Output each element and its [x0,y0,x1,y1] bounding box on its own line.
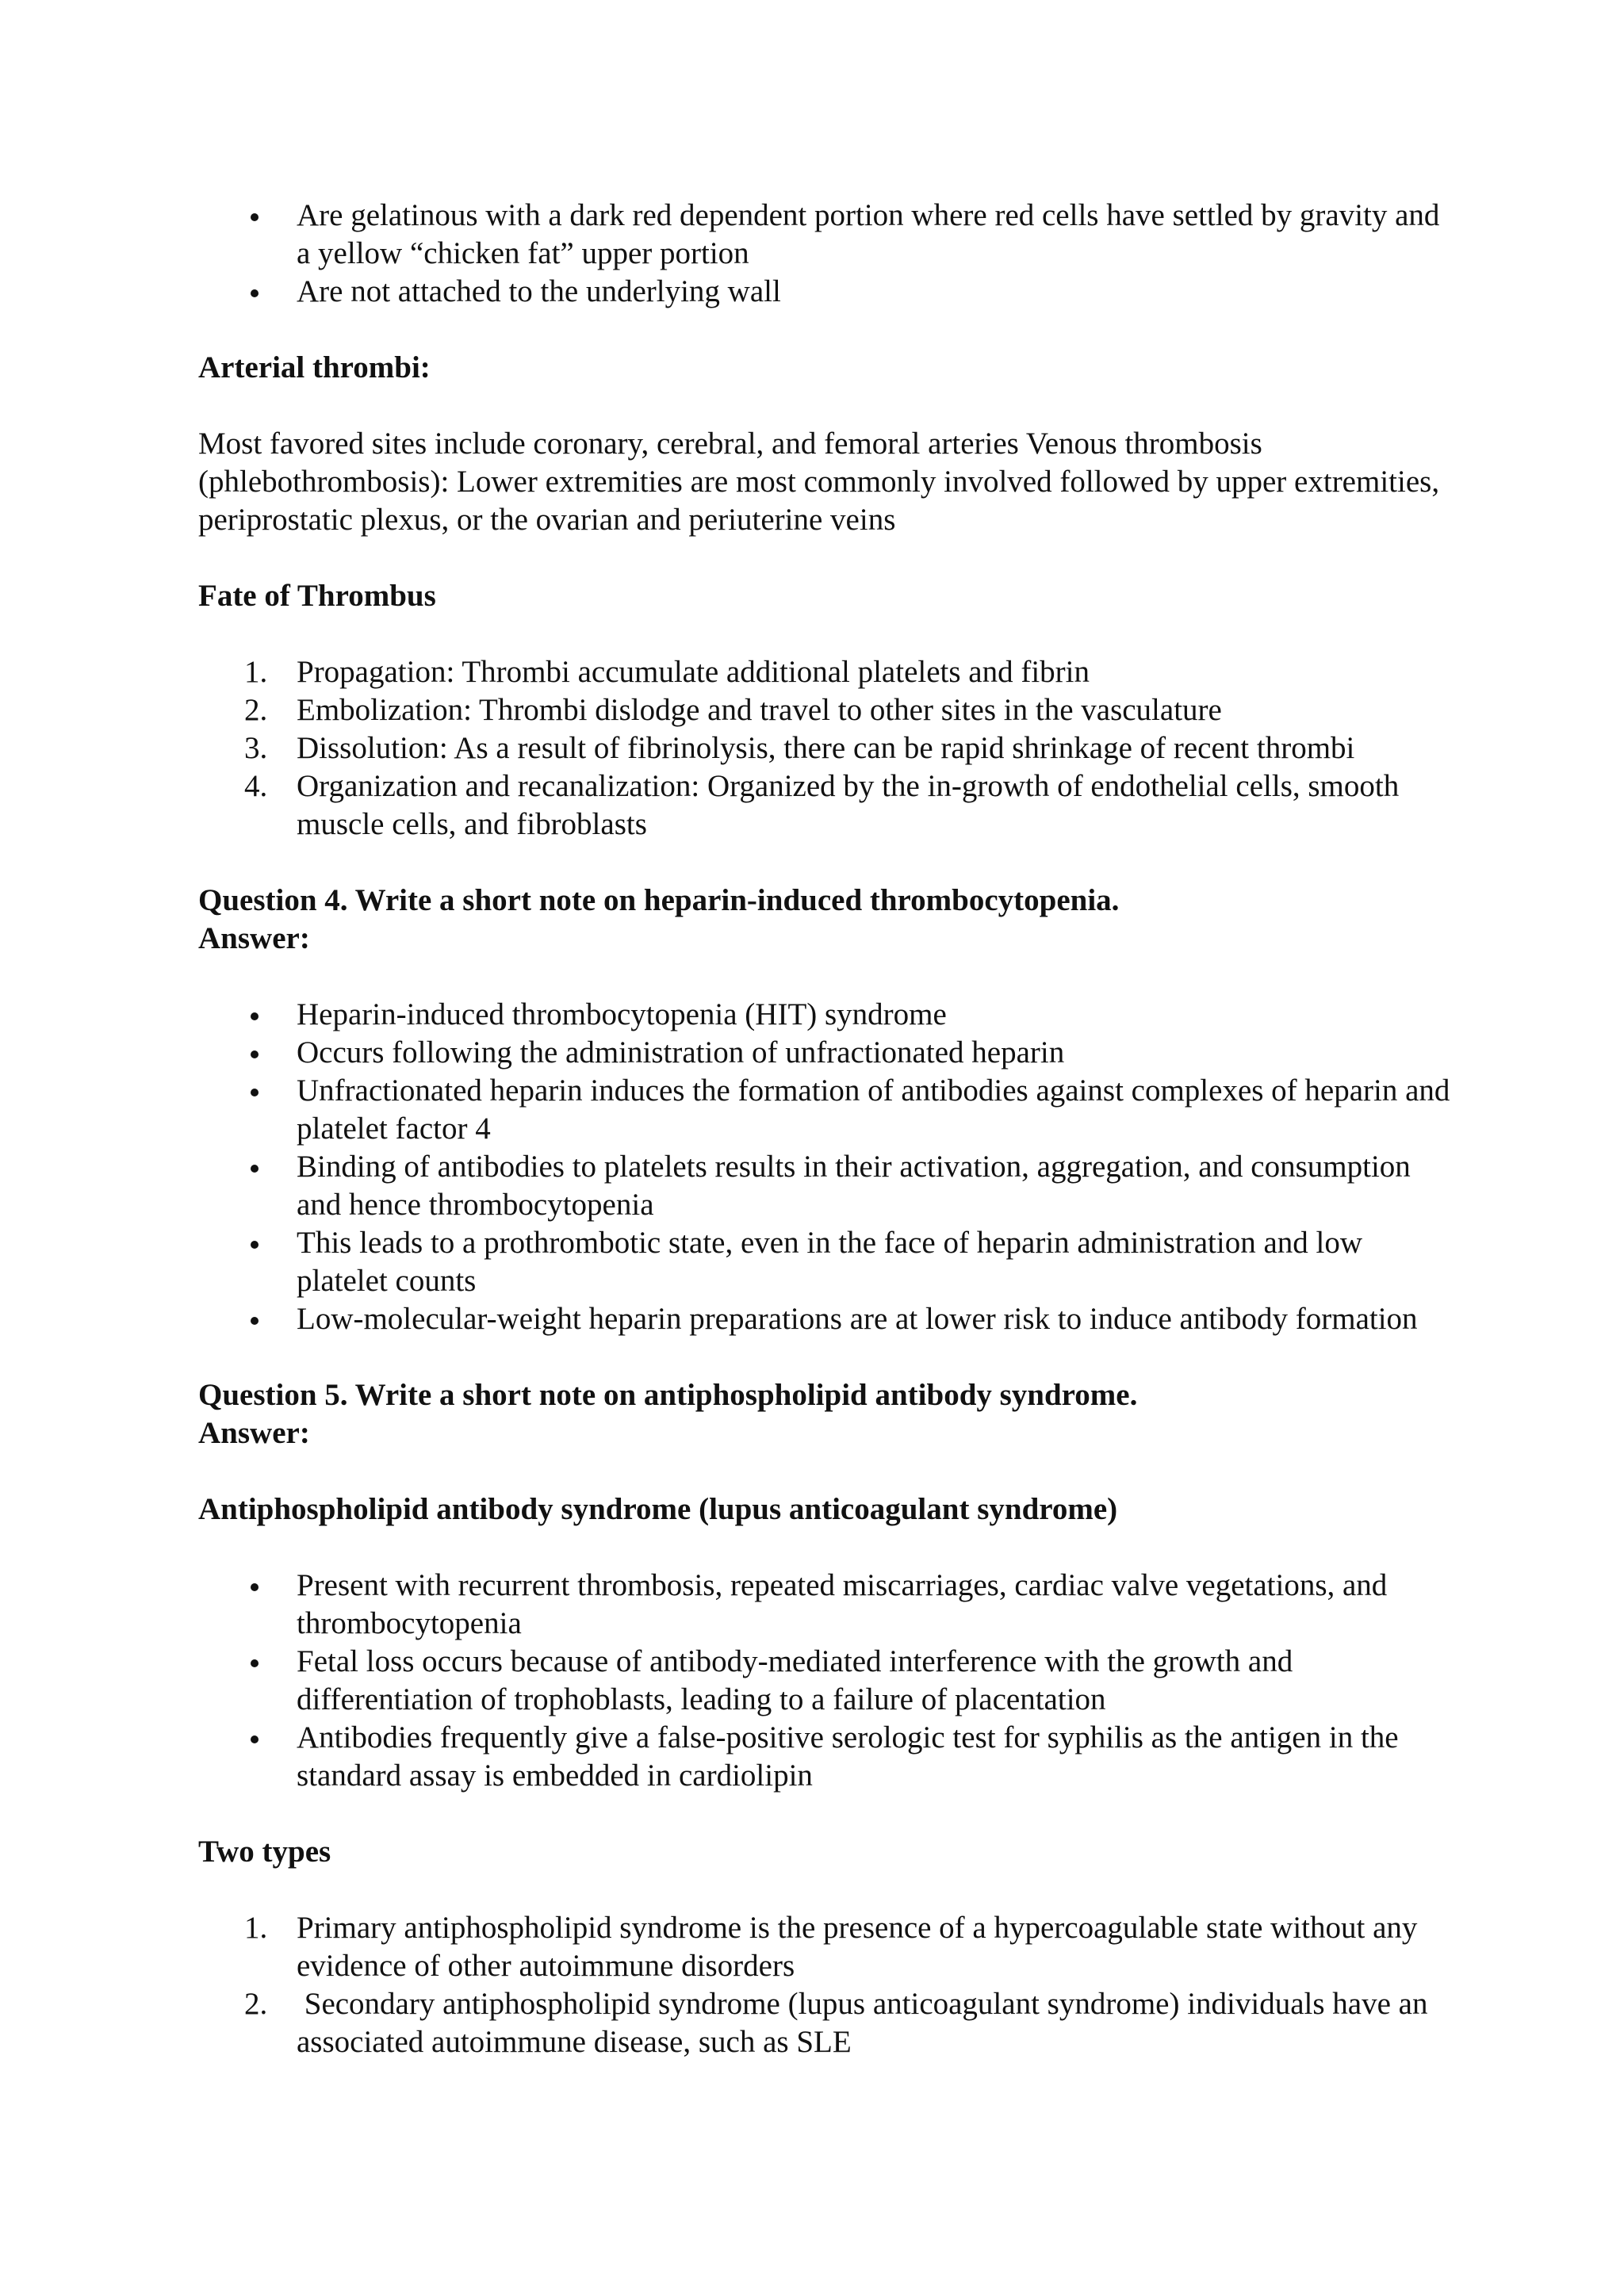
question-5-bullet-list [198,1567,1451,1795]
list-number: 1. [244,1911,268,1945]
list-number: 2. [244,693,268,727]
list-item [198,1072,1451,1148]
list-item-text: Present with recurrent thrombosis, repeated miscarriages, cardiac valve vegetations, and thrombocytopenia [297,1568,1388,1640]
list-item [198,1224,1451,1300]
fate-of-thrombus-heading: Fate of Thrombus [198,579,436,613]
list-item [198,1719,1451,1795]
question-4-bullet-list [198,996,1451,1338]
list-item [198,996,1451,1034]
arterial-thrombi-paragraph: Most favored sites include coronary, cerebral, and femoral arteries Venous thrombosis (phlebothrombosis): Lower extremities are most commonly involved followed by upper extremities, periprostatic plexus, or the ovarian and periuterine veins [198,427,1440,537]
list-item-text: Are gelatinous with a dark red dependent portion where red cells have settled by gravity and a yellow “chicken fat” upper portion [297,198,1440,270]
bullet-icon [251,1241,259,1249]
bullet-icon [251,1012,259,1020]
list-item-text: Primary antiphospholipid syndrome is the presence of a hypercoagulable state without any evidence of other autoimmune disorders [297,1911,1418,1983]
document-page [198,197,1451,2061]
list-item [198,767,1451,844]
list-item-text: Antibodies frequently give a false-positive serologic test for syphilis as the antigen in the standard assay is embedded in cardiolipin [297,1720,1399,1793]
list-item-text: Fetal loss occurs because of antibody-mediated interference with the growth and differentiation of trophoblasts, leading to a failure of placentation [297,1644,1293,1716]
question-4-answer-label: Answer: [198,921,310,955]
list-item-text: Heparin-induced thrombocytopenia (HIT) syndrome [297,997,947,1031]
list-number: 1. [244,655,268,689]
question-5-heading: Question 5. Write a short note on antiphospholipid antibody syndrome. [198,1378,1138,1412]
list-item-text: Are not attached to the underlying wall [297,274,781,308]
list-item [198,1909,1451,1985]
list-number: 2. [244,1987,268,2021]
question-5-answer-label: Answer: [198,1416,310,1450]
list-item [198,653,1451,691]
bullet-icon [251,1583,259,1591]
list-item [198,1567,1451,1643]
list-item-text: Binding of antibodies to platelets results in their activation, aggregation, and consumption and hence thrombocytopenia [297,1150,1411,1222]
bullet-icon [251,289,259,297]
list-item [198,273,1451,311]
venous-thrombi-features-list [198,197,1451,311]
bullet-icon [251,213,259,221]
list-item [198,1300,1451,1338]
list-item [198,1148,1451,1224]
list-item-text: Propagation: Thrombi accumulate additional platelets and fibrin [297,655,1090,689]
list-item-text: Secondary antiphospholipid syndrome (lupus anticoagulant syndrome) individuals have an associated autoimmune disease, such as SLE [297,1987,1436,2059]
list-item [198,691,1451,729]
fate-of-thrombus-list [198,653,1451,844]
bullet-icon [251,1050,259,1058]
arterial-thrombi-heading: Arterial thrombi: [198,350,431,385]
antiphospholipid-subheading: Antiphospholipid antibody syndrome (lupus anticoagulant syndrome) [198,1492,1118,1526]
two-types-list [198,1909,1451,2061]
list-item-text: Dissolution: As a result of fibrinolysis, there can be rapid shrinkage of recent thrombi [297,731,1355,765]
list-item [198,1034,1451,1072]
list-item-text: Low-molecular-weight heparin preparations are at lower risk to induce antibody formation [297,1302,1418,1336]
list-item [198,197,1451,273]
list-item [198,1643,1451,1719]
bullet-icon [251,1165,259,1173]
list-number: 3. [244,731,268,765]
list-item-text: Unfractionated heparin induces the formation of antibodies against complexes of heparin and platelet factor 4 [297,1073,1450,1146]
list-item [198,729,1451,767]
bullet-icon [251,1735,259,1743]
list-item [198,1985,1451,2061]
list-item-text: This leads to a prothrombotic state, even in the face of heparin administration and low platelet counts [297,1226,1363,1298]
bullet-icon [251,1089,259,1096]
bullet-icon [251,1317,259,1325]
question-4-heading: Question 4. Write a short note on heparin-induced thrombocytopenia. [198,883,1120,917]
bullet-icon [251,1659,259,1667]
list-item-text: Organization and recanalization: Organized by the in-growth of endothelial cells, smooth muscle cells, and fibroblasts [297,769,1400,841]
list-item-text: Embolization: Thrombi dislodge and travel to other sites in the vasculature [297,693,1222,727]
list-item-text: Occurs following the administration of unfractionated heparin [297,1035,1065,1070]
two-types-heading: Two types [198,1835,331,1869]
list-number: 4. [244,769,268,803]
